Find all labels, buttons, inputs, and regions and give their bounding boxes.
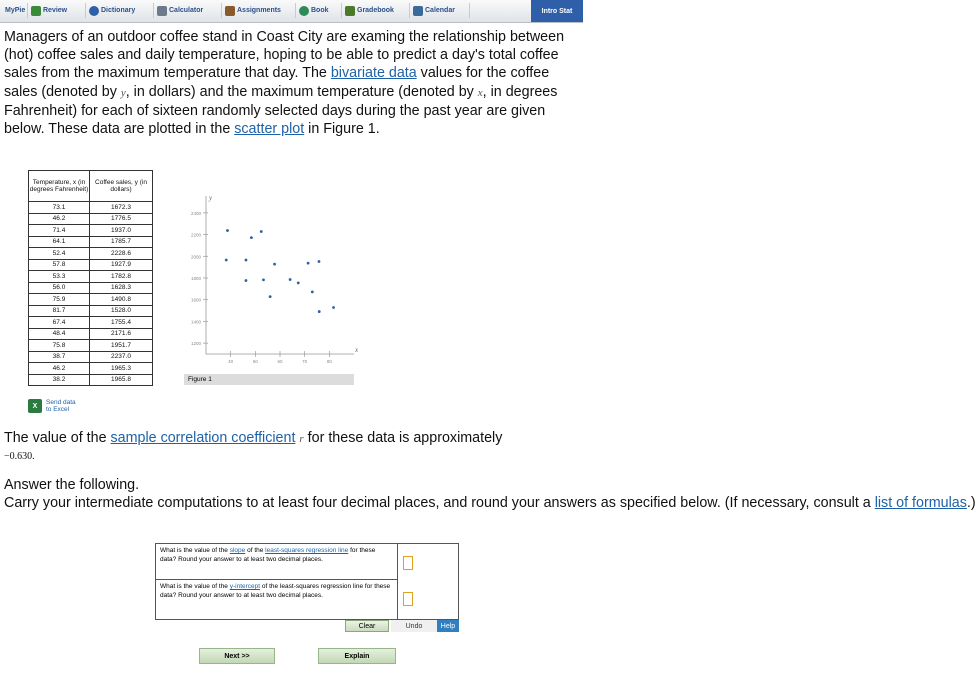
question-text-part: Managers of an outdoor coffee stand in Coast City are examing the relationship between (hot) coffee sales and daily temperature, hoping to be able to predict a day's total coffee sales from the maximum temperature that day. The	[4, 29, 565, 82]
data-point	[245, 259, 248, 262]
data-point	[260, 230, 263, 233]
least-squares-regression-link[interactable]: least-squares regression line	[265, 547, 349, 554]
coffee-sales-cell: 2228.6	[90, 248, 153, 260]
slope-question	[156, 544, 398, 580]
temperature-cell: 81.7	[29, 305, 90, 317]
help-button[interactable]: Help	[437, 620, 459, 632]
temperature-cell: 64.1	[29, 236, 90, 248]
table-row	[29, 340, 153, 352]
assignments-button[interactable]	[222, 3, 296, 18]
variable-r: r	[299, 433, 304, 445]
data-point	[297, 281, 300, 284]
column-header-coffee-sales: Coffee sales, y (in dollars)	[90, 171, 153, 202]
temperature-cell: 38.7	[29, 351, 90, 363]
calculator-button[interactable]	[154, 3, 222, 18]
table-row	[29, 294, 153, 306]
book-label: Book	[311, 7, 329, 14]
table-row	[29, 236, 153, 248]
data-point	[307, 262, 310, 265]
coffee-sales-cell: 2237.0	[90, 351, 153, 363]
gradebook-label: Gradebook	[357, 7, 394, 14]
send-line2: to Excel	[46, 406, 70, 413]
y-tick-label: 1200	[190, 341, 201, 347]
y-tick-label: 1800	[190, 276, 201, 281]
coffee-sales-cell: 1965.3	[90, 363, 153, 375]
y-axis-label: y	[209, 194, 213, 202]
dictionary-button[interactable]	[86, 3, 154, 18]
slope-question-part: What is the value of the	[160, 547, 230, 554]
coffee-sales-cell: 1965.8	[90, 374, 153, 386]
data-point	[332, 306, 335, 309]
table-row	[29, 351, 153, 363]
table-row	[29, 317, 153, 329]
review-button[interactable]	[28, 3, 86, 18]
x-tick-label: 40	[228, 359, 234, 364]
temperature-cell: 52.4	[29, 248, 90, 260]
book-button[interactable]	[296, 3, 342, 18]
table-row	[29, 213, 153, 225]
correlation-value	[4, 451, 35, 462]
coffee-sales-cell: 1785.7	[90, 236, 153, 248]
question-text-part: , in degrees Fahrenheit) for each of sixteen randomly selected days during the past year are given below. These data are plotted in the	[4, 83, 558, 138]
gradebook-button[interactable]	[342, 3, 410, 18]
slope-question-part: of the	[245, 547, 266, 554]
temperature-cell: 71.4	[29, 225, 90, 237]
temperature-cell: 56.0	[29, 282, 90, 294]
correlation-text-part: The value of the	[4, 430, 111, 446]
coffee-sales-cell: 1490.8	[90, 294, 153, 306]
question-text-part: in Figure 1.	[304, 121, 380, 138]
table-row	[29, 248, 153, 260]
question-text	[4, 28, 582, 138]
next-button[interactable]: Next >>	[199, 648, 275, 664]
intro-stat-label[interactable]: Intro Stat	[531, 0, 583, 22]
coffee-sales-cell: 1755.4	[90, 317, 153, 329]
data-point	[226, 229, 229, 232]
e-book-icon	[299, 6, 309, 16]
table-row	[29, 363, 153, 375]
temperature-cell: 73.1	[29, 202, 90, 214]
y-tick-label: 2200	[190, 232, 201, 238]
table-row	[29, 328, 153, 340]
temperature-cell: 48.4	[29, 328, 90, 340]
sample-correlation-link[interactable]: sample correlation coefficient	[110, 430, 296, 446]
y-intercept-link[interactable]: y-intercept	[229, 583, 261, 590]
coffee-sales-cell: 1937.0	[90, 225, 153, 237]
pencil-icon	[225, 6, 235, 16]
table-row	[29, 259, 153, 271]
answer-instructions	[4, 476, 976, 512]
data-table	[28, 170, 153, 386]
x-axis-label: x	[355, 346, 359, 354]
coffee-sales-cell: 1776.5	[90, 213, 153, 225]
gradebook-icon	[345, 6, 355, 16]
dictionary-label: Dictionary	[101, 7, 136, 14]
coffee-sales-cell: 1782.8	[90, 271, 153, 283]
intercept-question-part: of the least-squares regression line for these data? Round your answer to at least two decimal places.	[160, 583, 391, 599]
correlation-number: −0.630	[4, 451, 33, 462]
coffee-sales-cell: 2171.6	[90, 328, 153, 340]
figure-caption: Figure 1	[184, 374, 354, 385]
table-row	[29, 282, 153, 294]
checkmark-icon	[31, 6, 41, 16]
answer-button-bar	[155, 620, 459, 633]
table-row	[29, 305, 153, 317]
intercept-question-part: What is the value of the	[160, 583, 230, 590]
x-tick-label: 70	[302, 359, 308, 364]
mypie-label: MyPie	[5, 7, 26, 14]
coffee-sales-cell: 1628.3	[90, 282, 153, 294]
x-tick-label: 80	[326, 359, 332, 364]
top-toolbar	[0, 0, 583, 23]
mypie-button[interactable]	[2, 3, 28, 18]
send-to-excel-button[interactable]	[28, 399, 76, 413]
explain-button[interactable]: Explain	[318, 648, 396, 664]
intercept-question	[156, 580, 398, 619]
send-to-excel-label	[46, 399, 76, 413]
answer-heading: Answer the following.	[4, 477, 140, 493]
slope-question-part: for these data? Round your answer to at least two decimal places.	[160, 547, 376, 563]
excel-icon: X	[28, 399, 42, 413]
undo-button[interactable]: Undo	[391, 620, 437, 632]
coffee-sales-cell: 1672.3	[90, 202, 153, 214]
x-tick-label: 60	[277, 359, 283, 364]
correlation-period: .	[32, 451, 35, 462]
temperature-cell: 75.9	[29, 294, 90, 306]
question-text-part: , in dollars) and the maximum temperature (denoted by	[125, 83, 478, 100]
y-tick-label: 1400	[190, 319, 201, 325]
temperature-cell: 46.2	[29, 363, 90, 375]
data-point	[225, 259, 228, 262]
calculator-label: Calculator	[169, 7, 204, 14]
temperature-cell: 46.2	[29, 213, 90, 225]
data-point	[318, 260, 321, 263]
temperature-cell: 38.2	[29, 374, 90, 386]
data-point	[269, 295, 272, 298]
x-tick-label: 50	[252, 359, 258, 364]
y-tick-label: 1600	[190, 297, 201, 303]
table-row	[29, 202, 153, 214]
coffee-sales-cell: 1951.7	[90, 340, 153, 352]
calendar-button[interactable]	[410, 3, 470, 18]
question-text-part: values for the coffee sales (denoted by	[4, 65, 550, 100]
scatter-plot-link[interactable]: scatter plot	[234, 121, 305, 138]
review-label: Review	[43, 7, 68, 14]
temperature-cell: 75.8	[29, 340, 90, 352]
table-row	[29, 374, 153, 386]
data-point	[250, 236, 253, 239]
variable-x: x	[477, 86, 483, 99]
assignments-label: Assignments	[237, 7, 281, 14]
slope-link[interactable]: slope	[229, 547, 246, 554]
temperature-cell: 57.8	[29, 259, 90, 271]
coffee-sales-cell: 1528.0	[90, 305, 153, 317]
answer-instruction-end: .)	[966, 495, 976, 512]
intercept-answer-input[interactable]	[403, 592, 413, 606]
eye-icon	[89, 6, 99, 16]
send-line1: Send data	[46, 399, 76, 406]
clear-button[interactable]: Clear	[345, 620, 389, 632]
temperature-cell: 53.3	[29, 271, 90, 283]
bivariate-data-link[interactable]: bivariate data	[330, 65, 417, 82]
data-point	[245, 279, 248, 282]
table-row	[29, 225, 153, 237]
column-header-temperature: Temperature, x (in degrees Fahrenheit)	[29, 171, 90, 202]
calendar-label: Calendar	[425, 7, 455, 14]
answer-instruction-text: Carry your intermediate computations to at least four decimal places, and round your answers as specified below. (If necessary, consult a	[4, 495, 875, 512]
calendar-icon	[413, 6, 423, 16]
answer-panel	[155, 543, 459, 620]
y-tick-label: 2400	[190, 210, 201, 216]
correlation-text	[4, 430, 502, 446]
list-of-formulas-link[interactable]: list of formulas	[874, 495, 967, 512]
coffee-sales-cell: 1927.9	[90, 259, 153, 271]
table-row	[29, 271, 153, 283]
data-point	[262, 278, 265, 281]
calculator-icon	[157, 6, 167, 16]
variable-y: y	[120, 86, 126, 99]
y-tick-label: 2000	[190, 254, 201, 260]
scatter-plot	[160, 190, 360, 374]
data-point	[273, 263, 276, 266]
data-point	[318, 310, 321, 313]
correlation-text-part: for these data is approximately	[303, 430, 503, 446]
slope-answer-input[interactable]	[403, 556, 413, 570]
data-point	[311, 290, 314, 293]
data-point	[289, 278, 292, 281]
temperature-cell: 67.4	[29, 317, 90, 329]
